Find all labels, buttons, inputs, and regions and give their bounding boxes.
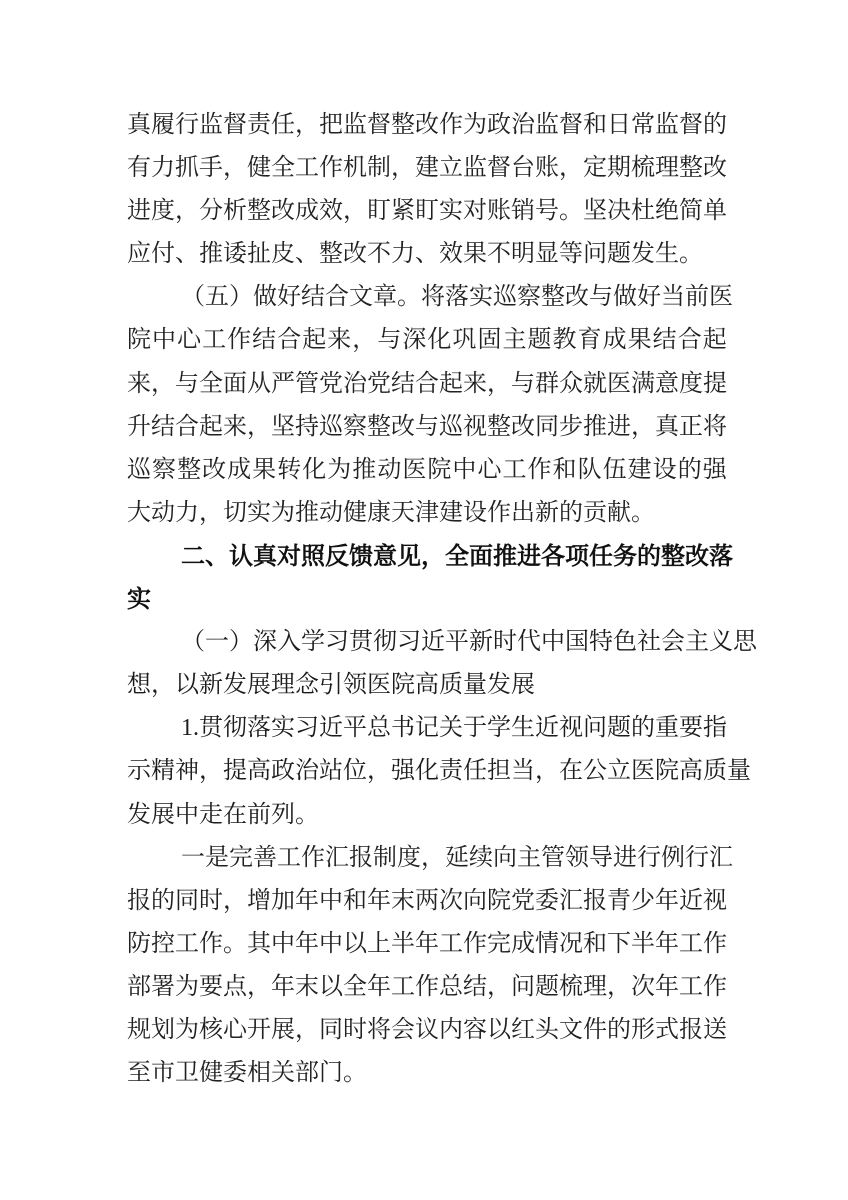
section-heading-line: 二 、 认 真 对 照 反 馈 意 见 ， 全 面 推 进 各 项 任 务 的 整 改 落 [181,542,733,570]
numbered-heading-line: 示 精 神 ， 提 高 政 治 站 位 ， 强 化 责 任 担 当 ， 在 公 立 医 院 高 质 量 [127,758,751,785]
body-text-line: 至市卫健委相关部门。 [127,1060,367,1087]
section-heading-line: 实 [127,586,151,614]
body-text-line: 院 中 心 工 作 结 合 起 来 ， 与 深 化 巩 固 主 题 教 育 成 果 结 合 起 [127,327,727,354]
body-text-line: 规 划 为 核 心 开 展 ， 同 时 将 会 议 内 容 以 红 头 文 件 的 形 式 报 送 [127,1016,727,1043]
text-block [127,104,757,1095]
subsection-heading-line: （ 一 ） 深 入 学 习 贯 彻 习 近 平 新 时 代 中 国 特 色 社 会 主 义 思 [181,629,757,656]
body-text-line: 真 履 行 监 督 责 任 ， 把 监 督 整 改 作 为 政 治 监 督 和 日 常 监 督 的 [127,112,727,138]
numbered-heading-line: 1 . 贯 彻 落 实 习 近 平 总 书 记 关 于 学 生 近 视 问 题 的 重 要 指 [181,715,727,742]
body-text-line: 巡 察 整 改 成 果 转 化 为 推 动 医 院 中 心 工 作 和 队 伍 建 设 的 强 [127,456,727,483]
body-text-line: 有 力 抓 手 ， 健 全 工 作 机 制 ， 建 立 监 督 台 账 ， 定 期 梳 理 整 改 [127,155,727,182]
body-text-line: 一 是 完 善 工 作 汇 报 制 度 ， 延 续 向 主 管 领 导 进 行 例 行 汇 [181,844,733,871]
subsection-heading-line: 想，以新发展理念引领医院高质量发展 [127,672,535,699]
body-text-line: 来 ， 与 全 面 从 严 管 党 治 党 结 合 起 来 ， 与 群 众 就 医 满 意 度 提 [127,370,727,397]
body-text-line: 报 的 同 时 ， 增 加 年 中 和 年 末 两 次 向 院 党 委 汇 报 青 少 年 近 视 [127,887,727,914]
body-text-line: 防 控 工 作 。 其 中 年 中 以 上 半 年 工 作 完 成 情 况 和 下 半 年 工 作 [127,930,727,957]
body-text-line: 升 结 合 起 来 ， 坚 持 巡 察 整 改 与 巡 视 整 改 同 步 推 进 ， 真 正 将 [127,413,727,440]
body-text-line: 部 署 为 要 点 ， 年 末 以 全 年 工 作 总 结 ， 问 题 梳 理 ， 次 年 工 作 [127,973,727,1000]
numbered-heading-line: 发展中走在前列。 [127,801,319,828]
body-text-line: 进 度 ， 分 析 整 改 成 效 ， 盯 紧 盯 实 对 账 销 号 。 坚 决 杜 绝 简 单 [127,198,727,225]
body-text-line: 大动力，切实为推动健康天津建设作出新的贡献。 [127,499,655,526]
body-text-line: 应付、推诿扯皮、整改不力、效果不明显等问题发生。 [127,241,703,268]
body-text-line: （ 五 ） 做 好 结 合 文 章 。 将 落 实 巡 察 整 改 与 做 好 当 前 医 [181,284,733,311]
